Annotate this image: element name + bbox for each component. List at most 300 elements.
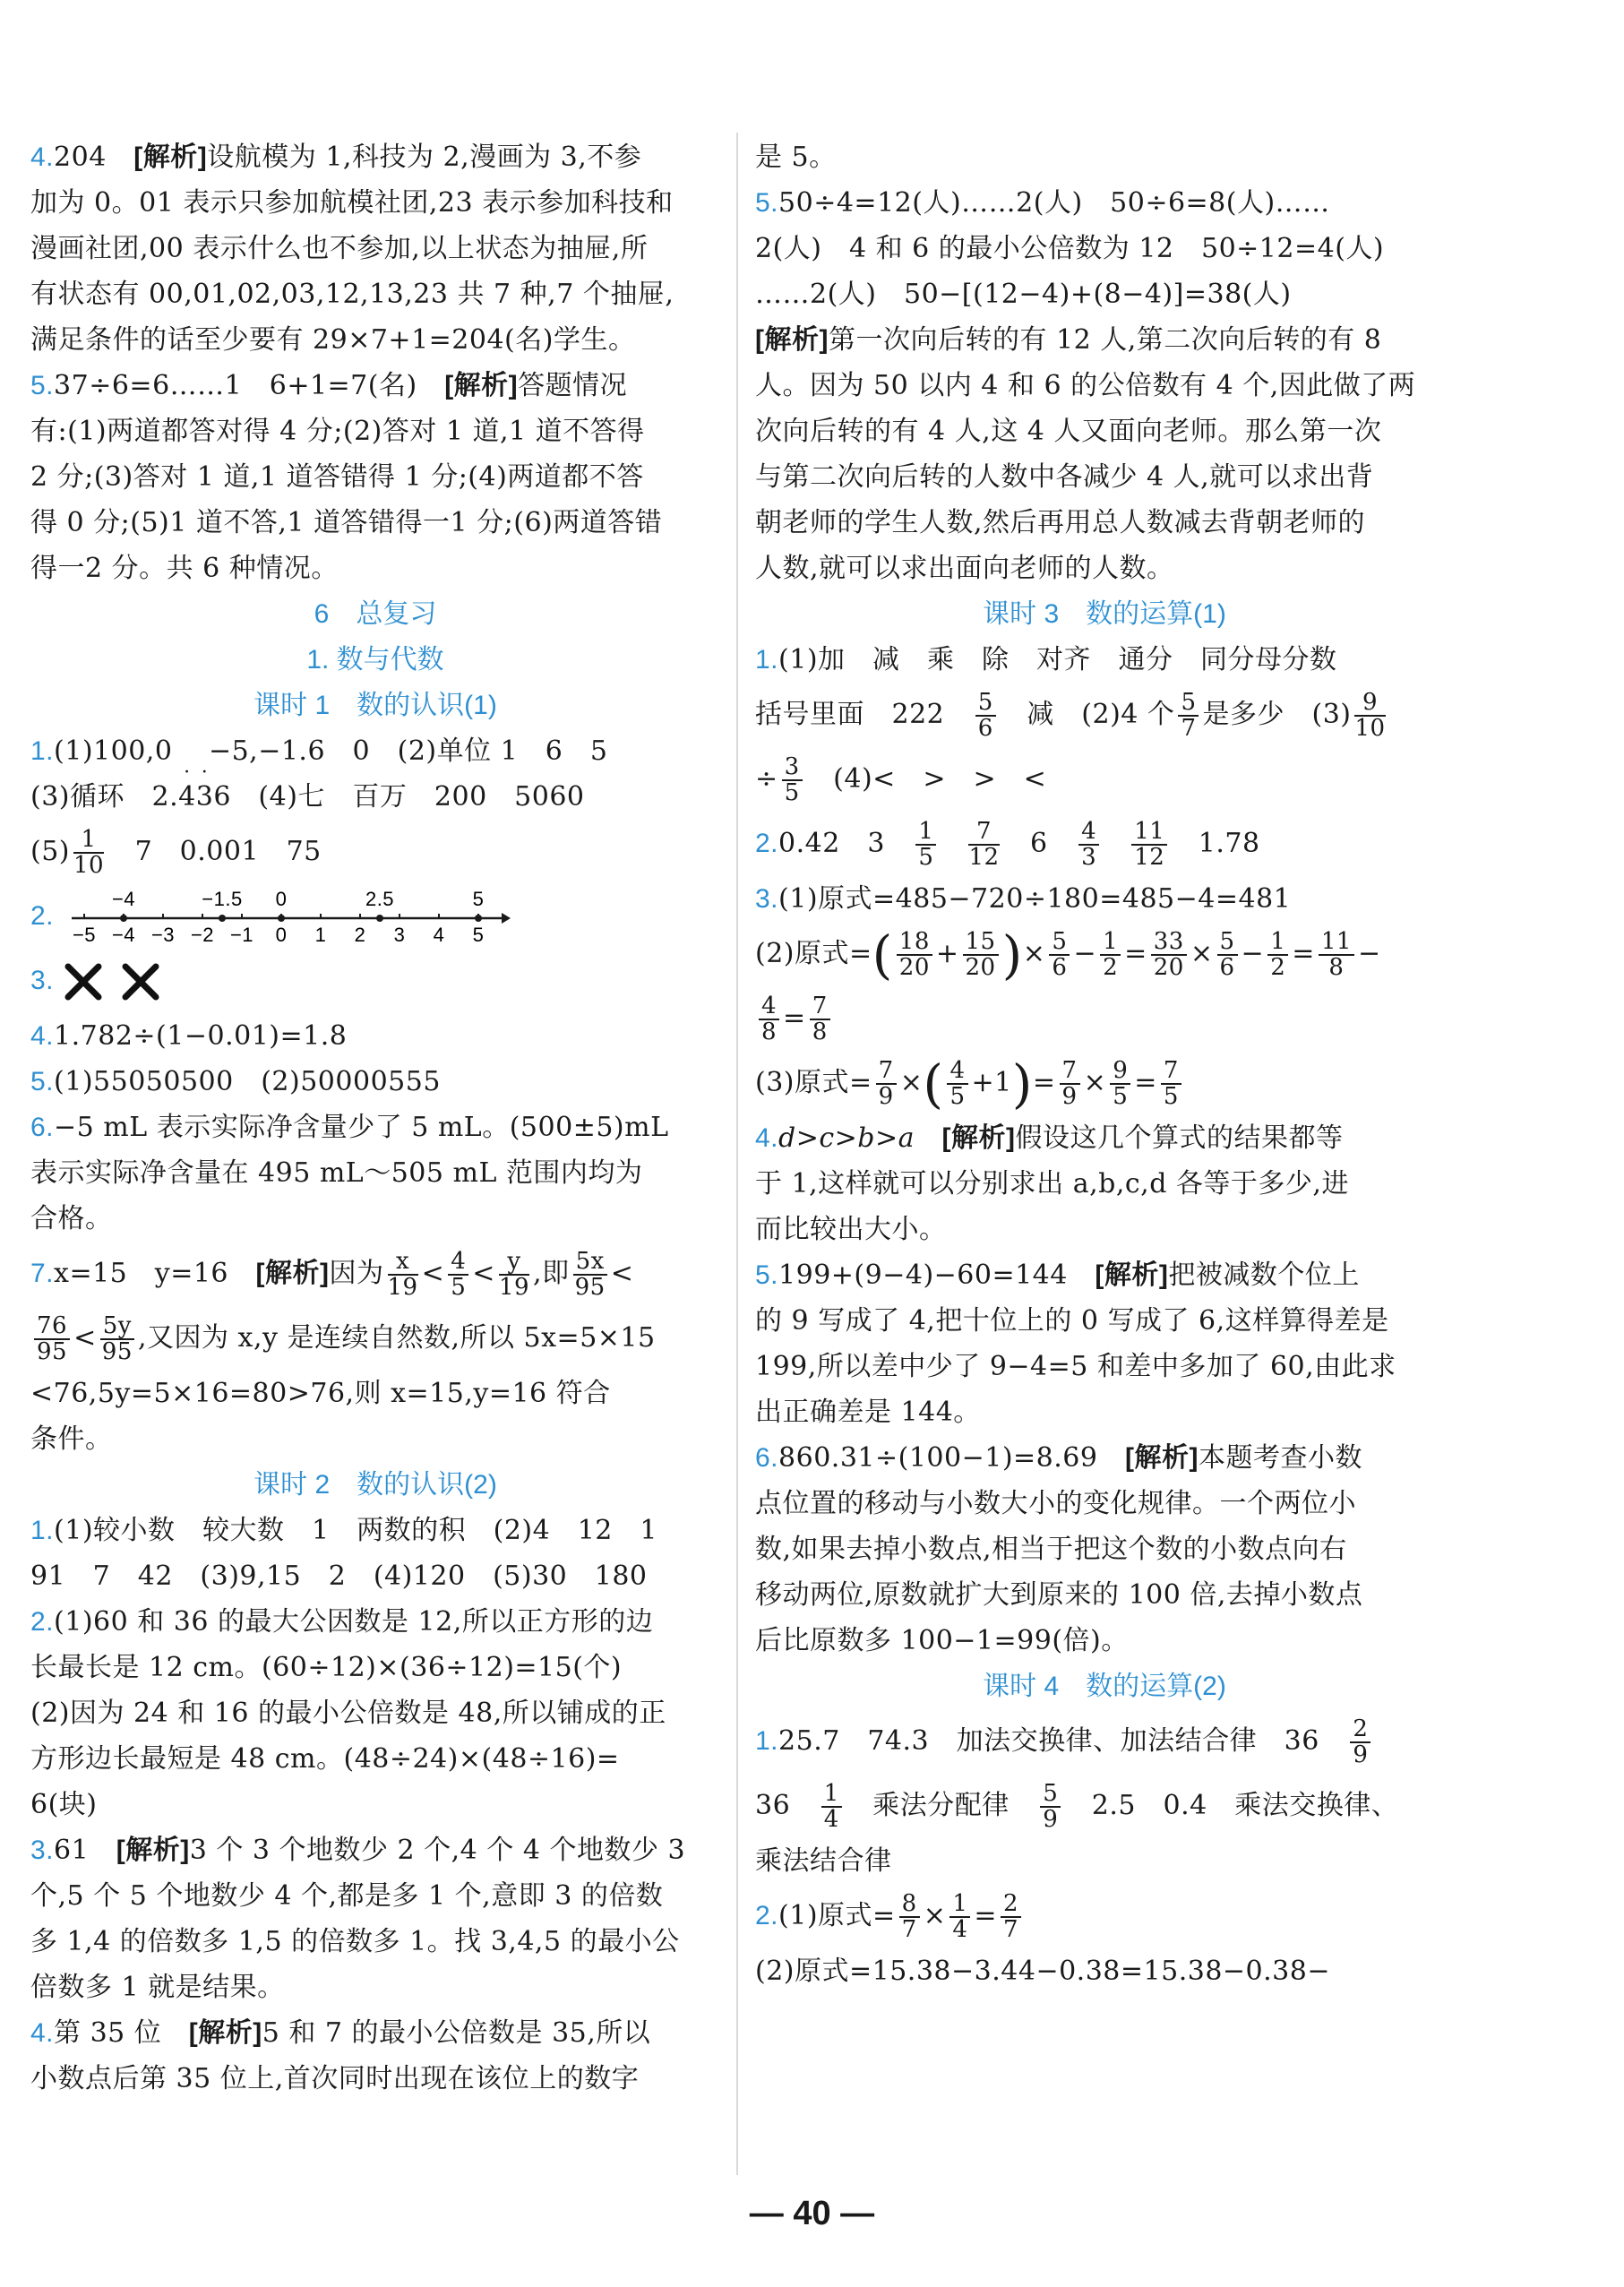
fraction: [448, 1247, 468, 1301]
text-line: 于 1,这样就可以分别求出 a,b,c,d 各等于多少,进: [755, 1168, 1349, 1199]
denominator: 4: [952, 1916, 968, 1943]
text-line: <76,5y=5×16=80>76,则 x=15,y=16 符合: [30, 1378, 611, 1409]
number-line-point: [219, 915, 226, 922]
fraction: [573, 1247, 607, 1301]
numerator: 4: [947, 1059, 967, 1085]
numerator: 15: [963, 930, 999, 956]
fraction: [963, 927, 999, 981]
numerator: 4: [448, 1250, 468, 1276]
analysis-text: 假设这几个算式的结果都等: [1015, 1122, 1344, 1154]
denominator: 5: [1163, 1083, 1179, 1110]
fraction: [1267, 927, 1288, 981]
numerator: 5x: [573, 1250, 607, 1276]
item-number: 5.: [755, 1260, 779, 1290]
answer-text: (3)循环 2.: [30, 781, 179, 812]
denominator: 3: [1081, 844, 1097, 871]
fraction: [1040, 1779, 1061, 1833]
text-line: 得一2 分。共 6 种情况。: [30, 553, 339, 584]
number-line-arrow: [502, 913, 511, 924]
cross-mark-icon: [63, 961, 104, 1002]
numerator: 7: [1161, 1059, 1181, 1085]
item-number: 4.: [30, 1021, 55, 1051]
item-number: 6.: [755, 1443, 779, 1473]
operator: ×: [1190, 938, 1214, 969]
number-line-lower-label: 0: [275, 924, 288, 946]
item-number: 4.: [30, 142, 55, 172]
r2-line-a: [30, 1599, 720, 1645]
text-line: 个,5 个 5 个地数少 4 个,都是多 1 个,意即 3 的倍数: [30, 1880, 664, 1912]
operator: +1: [971, 1067, 1012, 1098]
item-number: 1.: [755, 645, 779, 675]
operator: <: [472, 1258, 495, 1289]
answer-text: 6: [1002, 828, 1076, 859]
fraction: [975, 688, 996, 742]
fraction: [1060, 1056, 1080, 1110]
number-line-lower-label: 5: [472, 924, 485, 946]
answer-text: (1)原式=485−720÷180=485−4=481: [778, 883, 1292, 915]
numerator: 1: [915, 820, 936, 846]
analysis-tag: [解析]: [133, 142, 208, 172]
operator: −: [1241, 938, 1265, 969]
s5-line-a: [755, 1252, 1454, 1298]
q5-line: [30, 1059, 720, 1105]
item-number: 5.: [30, 371, 55, 400]
analysis-text: 设航模为 1,科技为 2,漫画为 3,不参: [207, 142, 642, 173]
answer-text: 是多少 (3): [1202, 699, 1352, 730]
text-line: 91 7 42 (3)9,15 2 (4)120 (5)30 180: [30, 1560, 648, 1592]
denominator: 9: [878, 1083, 894, 1110]
text-line: 倍数多 1 就是结果。: [30, 1972, 285, 2003]
text-line: 有:(1)两道都答对得 4 分;(2)答对 1 道,1 道不答得: [30, 416, 645, 447]
text-line: 长最长是 12 cm。(60÷12)×(36÷12)=15(个): [30, 1652, 623, 1683]
operator: <: [421, 1258, 445, 1289]
operator: ×: [923, 1900, 947, 1931]
text-line: 有状态有 00,01,02,03,12,13,23 共 7 种,7 个抽屉,: [30, 279, 675, 310]
fraction: [1100, 927, 1121, 981]
item-number: 3.: [755, 884, 779, 914]
numerator: 9: [1110, 1059, 1130, 1085]
fraction: [100, 1311, 134, 1365]
fraction: [810, 994, 830, 1045]
q3-line: [30, 949, 720, 1013]
s1-line-a: [755, 637, 1454, 683]
number-line-point: [376, 915, 383, 922]
operator: ×: [899, 1067, 924, 1098]
number-line-point: [475, 915, 482, 922]
fraction: [876, 1056, 897, 1110]
denominator: 6: [1052, 954, 1068, 981]
fraction: [34, 1311, 70, 1365]
item-number: 1.: [30, 736, 55, 766]
q7-line-b: [30, 1306, 720, 1371]
numerator: y: [499, 1250, 529, 1276]
fraction: [498, 1247, 530, 1301]
fraction: [821, 1779, 842, 1833]
left-paren: (: [923, 1053, 944, 1114]
analysis-text: ,即: [533, 1258, 570, 1289]
s3-line-b: [755, 922, 1454, 986]
text-line: 合格。: [30, 1203, 113, 1234]
denominator: 5: [784, 779, 800, 806]
numerator: 3: [782, 755, 803, 781]
text-line: 2 分;(3)答对 1 道,1 道答错得 1 分;(4)两道都不答: [30, 461, 644, 493]
number-line-upper-label: 0: [275, 888, 288, 910]
analysis-text: 因为: [329, 1258, 384, 1289]
number-line-lower-label: −4: [112, 924, 136, 946]
lesson-heading: 课时 2 数的认识(2): [253, 1470, 497, 1500]
denominator: 95: [37, 1338, 68, 1365]
answer-text: (1)60 和 36 的最大公因数是 12,所以正方形的边: [54, 1606, 654, 1638]
numerator: 7: [810, 994, 830, 1020]
t2-line-a: [755, 1884, 1454, 1948]
denominator: 7: [1181, 715, 1197, 742]
t1-line-a: [755, 1709, 1454, 1774]
number-line-lower-label: −3: [151, 924, 176, 946]
text-line: 方形边长最短是 48 cm。(48÷24)×(48÷16)=: [30, 1743, 620, 1775]
s3-line-a: [755, 876, 1454, 922]
answer-text: (2)原式=: [755, 938, 872, 969]
denominator: 20: [898, 954, 930, 981]
text-line: 小数点后第 35 位上,首次同时出现在该位上的数字: [30, 2063, 640, 2094]
numerator: 9: [1354, 691, 1385, 717]
analysis-text: 把被减数个位上: [1168, 1260, 1360, 1291]
analysis-text: 5 和 7 的最小公倍数是 35,所以: [262, 2017, 651, 2049]
left-paren: (: [872, 924, 893, 985]
numerator: 7: [876, 1059, 897, 1085]
item-number: 5.: [755, 188, 779, 218]
denominator: 5: [949, 1083, 966, 1110]
analysis-line: [755, 317, 1454, 363]
denominator: 10: [73, 852, 105, 879]
denominator: 6: [1219, 954, 1235, 981]
analysis-text: 本题考查小数: [1198, 1442, 1362, 1474]
analysis-tag: [解析]: [255, 1259, 330, 1288]
answer-value: 第 35 位: [54, 2017, 189, 2049]
lesson-heading: 课时 3 数的运算(1): [983, 599, 1226, 629]
answer-text: 0.42 3: [778, 828, 913, 859]
item-number: 4.: [30, 2018, 55, 2048]
q6-line-a: [30, 1105, 720, 1150]
text-line: 的 9 写成了 4,把十位上的 0 写成了 6,这样算得差是: [755, 1305, 1389, 1337]
answer-text: 7 0.001 75: [107, 836, 322, 867]
numerator: 1: [821, 1782, 842, 1808]
s1-line-b: [755, 683, 1454, 747]
text-line: 199,所以差中少了 9−4=5 和差中多加了 60,由此求: [755, 1351, 1396, 1382]
answer-text: (4)七 百万 200 5060: [230, 781, 585, 812]
lesson-heading: 课时 1 数的认识(1): [253, 691, 497, 720]
item-number: 2.: [30, 901, 55, 931]
fraction: [1131, 817, 1167, 871]
q1-line-c: [30, 820, 720, 884]
answer-text: −5 mL 表示实际净含量少了 5 mL。(500±5)mL: [54, 1112, 669, 1143]
text-line: 人。因为 50 以内 4 和 6 的公倍数有 4 个,因此做了两: [755, 370, 1416, 401]
analysis-tag: [解析]: [1095, 1260, 1169, 1290]
fraction: [915, 817, 936, 871]
number-line-lower-label: −1: [230, 924, 254, 946]
numerator: 5y: [100, 1314, 134, 1340]
fraction: [1354, 688, 1386, 742]
denominator: 7: [1003, 1916, 1019, 1943]
operator: −: [1357, 938, 1381, 969]
numerator: 7: [1060, 1059, 1080, 1085]
analysis-text: 第一次向后转的有 12 人,第二次向后转的有 8: [828, 324, 1382, 356]
operator: =: [1032, 1067, 1056, 1098]
fraction: [899, 1889, 920, 1943]
answer-text: (3)原式=: [755, 1067, 872, 1098]
fraction: [387, 1247, 418, 1301]
denominator: 2: [1103, 954, 1119, 981]
numerator: 2: [1001, 1892, 1021, 1918]
denominator: 19: [498, 1274, 530, 1301]
denominator: 9: [1061, 1083, 1078, 1110]
fraction: [1178, 688, 1199, 742]
fraction: [1350, 1717, 1371, 1768]
number-line-point: [278, 915, 285, 922]
answer-text: 50÷4=12(人)……2(人) 50÷6=8(人)……: [778, 187, 1330, 219]
answer-text: 2.5 0.4 乘法交换律、: [1064, 1790, 1399, 1821]
page-number: — 40 —: [749, 2195, 875, 2232]
numerator: 5: [1049, 930, 1070, 956]
answer-value: d>c>b>a: [778, 1122, 942, 1154]
number-line-upper-label: −4: [112, 888, 136, 910]
operator: =: [783, 1002, 806, 1034]
analysis-text: 3 个 3 个地数少 2 个,4 个 4 个地数少 3: [189, 1835, 686, 1866]
operator: =: [974, 1900, 998, 1931]
answer-5-line: [755, 180, 1454, 226]
fraction: [1049, 927, 1070, 981]
answer-text: 1.78: [1171, 828, 1260, 859]
analysis-tag: [解析]: [116, 1836, 190, 1865]
number-line-upper-label: 5: [472, 888, 485, 910]
right-paren: ): [1001, 924, 1023, 985]
numerator: 5: [1040, 1782, 1061, 1808]
chapter-heading: 6 总复习: [314, 599, 437, 629]
numerator: 4: [1078, 820, 1099, 846]
answer-value: 860.31÷(100−1)=8.69: [778, 1442, 1125, 1474]
denominator: 5: [918, 844, 934, 871]
denominator: 6: [977, 715, 993, 742]
text-line: 与第二次向后转的人数中各减少 4 人,就可以求出背: [755, 461, 1374, 493]
answer-text: (1)55050500 (2)50000555: [54, 1066, 441, 1097]
text-line: 表示实际净含量在 495 mL～505 mL 范围内均为: [30, 1157, 643, 1189]
s4-line-a: [755, 1115, 1454, 1161]
denominator: 95: [574, 1274, 606, 1301]
answer-4-line: [30, 134, 720, 180]
text-line: (2)原式=15.38−3.44−0.38=15.38−0.38−: [755, 1956, 1330, 1987]
numerator: 7: [968, 820, 999, 846]
answer-text: 减 (2)4 个: [999, 699, 1175, 730]
item-number: 7.: [30, 1259, 55, 1288]
denominator: 5: [1113, 1083, 1129, 1110]
fraction: [1001, 1889, 1021, 1943]
answer-text: 乘法分配律: [845, 1790, 1037, 1821]
denominator: 8: [1328, 954, 1345, 981]
denominator: 19: [387, 1274, 418, 1301]
numerator: 18: [897, 930, 932, 956]
item-number: 6.: [30, 1113, 55, 1142]
fraction: [897, 927, 932, 981]
q1-line-b: [30, 761, 720, 820]
numerator: 1: [1267, 930, 1288, 956]
text-line: 是 5。: [755, 142, 837, 173]
numerator: 1: [73, 828, 104, 854]
q4-line: [30, 1013, 720, 1059]
answer-text: 6: [213, 781, 231, 812]
answer-text: 25.7 74.3 加法交换律、加法结合律 36: [778, 1725, 1347, 1757]
text-line: 得 0 分;(5)1 道不答,1 道答错得一1 分;(6)两道答错: [30, 507, 663, 538]
text-line: 数,如果去掉小数点,相当于把这个数的小数点向右: [755, 1534, 1347, 1565]
denominator: 7: [901, 1916, 917, 1943]
right-paren: ): [1011, 1053, 1033, 1114]
left-column: [30, 134, 720, 2102]
operator: =: [1124, 938, 1147, 969]
denominator: 8: [761, 1019, 778, 1045]
text-line: ……2(人) 50−[(12−4)+(8−4)]=38(人): [755, 279, 1292, 310]
repeating-dots: · ·: [184, 761, 209, 784]
r3-line-a: [30, 1827, 720, 1873]
denominator: 20: [1153, 954, 1184, 981]
operator: =: [1134, 1067, 1157, 1098]
s2-line: [755, 812, 1454, 876]
numerator: 5: [975, 691, 996, 717]
text-line: 次向后转的有 4 人,这 4 人又面向老师。那么第一次: [755, 416, 1382, 447]
fraction: [1078, 817, 1099, 871]
text-line: (2)因为 24 和 16 的最小公倍数是 48,所以铺成的正: [30, 1698, 666, 1729]
number-line-point: [120, 915, 127, 922]
s3-line-d: [755, 1051, 1454, 1115]
numerator: x: [388, 1250, 418, 1276]
fraction: [947, 1056, 967, 1110]
fraction: [1161, 1056, 1181, 1110]
denominator: 8: [812, 1019, 828, 1045]
analysis-tag: [解析]: [755, 325, 829, 355]
operator: <: [610, 1258, 634, 1289]
operator: =: [1292, 938, 1315, 969]
t1-line-b: [755, 1774, 1454, 1838]
fraction: [1217, 927, 1238, 981]
answer-text: (4)< > > <: [805, 763, 1047, 795]
answer-value: 204: [54, 142, 107, 173]
analysis-tag: [解析]: [188, 2018, 262, 2048]
denominator: 20: [965, 954, 996, 981]
numerator: 5: [1217, 930, 1238, 956]
text-line: 而比较出大小。: [755, 1214, 947, 1245]
s6-line-a: [755, 1435, 1454, 1481]
item-number: 2.: [755, 1901, 779, 1930]
number-line-diagram: [63, 886, 511, 949]
fraction: [968, 817, 1000, 871]
answer-text: (1)原式=: [778, 1900, 896, 1931]
number-line-lower-label: −2: [191, 924, 215, 946]
answer-value: 199+(9−4)−60=144: [778, 1260, 1096, 1291]
numerator: 5: [1178, 691, 1199, 717]
r4-line-a: [30, 2010, 720, 2056]
item-number: 1.: [30, 1516, 55, 1545]
operator: <: [73, 1322, 97, 1354]
item-number: 5.: [30, 1067, 55, 1096]
numerator: 33: [1151, 930, 1187, 956]
numerator: 4: [759, 994, 779, 1020]
text-line: 漫画社团,00 表示什么也不参加,以上状态为抽屉,所: [30, 233, 649, 264]
number-line-lower-label: 2: [354, 924, 366, 946]
answer-text: (1)加 减 乘 除 对齐 通分 同分母分数: [778, 644, 1337, 675]
answer-text: (1)100,0 −5,−1.6 0 (2)单位 1 6 5: [54, 735, 608, 767]
answer-value: 61: [54, 1835, 116, 1866]
item-number: 1.: [755, 1726, 779, 1756]
text-line: 6(块): [30, 1789, 98, 1820]
denominator: 5: [451, 1274, 467, 1301]
fraction: [1110, 1056, 1130, 1110]
text-line: 后比原数多 100−1=99(倍)。: [755, 1625, 1129, 1656]
number-line-lower-label: 4: [433, 924, 445, 946]
answer-text: 36: [755, 1790, 818, 1821]
numerator: 11: [1131, 820, 1167, 846]
denominator: 4: [823, 1806, 839, 1833]
r1-line-a: [30, 1508, 720, 1553]
analysis-text: ,又因为 x,y 是连续自然数,所以 5x=5×15: [137, 1322, 656, 1354]
numerator: 11: [1319, 930, 1354, 956]
operator: ×: [1022, 938, 1046, 969]
text-line: 乘法结合律: [755, 1845, 892, 1877]
denominator: 12: [968, 844, 1000, 871]
number-line-upper-label: −1.5: [202, 888, 243, 910]
text-line: 满足条件的话至少要有 29×7+1=204(名)学生。: [30, 324, 636, 356]
number-line-lower-label: 3: [393, 924, 406, 946]
q7-line-a: [30, 1242, 720, 1306]
cross-mark-icon: [120, 961, 161, 1002]
fraction: [1319, 927, 1354, 981]
text-line: 人数,就可以求出面向老师的人数。: [755, 553, 1174, 584]
text-line: 朝老师的学生人数,然后再用总人数减去背朝老师的: [755, 507, 1366, 538]
fraction: [782, 752, 803, 806]
operator: ÷: [755, 763, 778, 795]
text-line: 移动两位,原数就扩大到原来的 100 倍,去掉小数点: [755, 1579, 1363, 1611]
column-divider: [736, 133, 738, 2175]
lesson-heading: 课时 4 数的运算(2): [983, 1672, 1226, 1701]
fraction: [759, 994, 779, 1045]
answer-text: (1)较小数 较大数 1 两数的积 (2)4 12 1: [54, 1515, 657, 1546]
answer-value: 37÷6=6……1 6+1=7(名): [54, 370, 445, 401]
text-line: 加为 0。01 表示只参加航模社团,23 表示参加科技和: [30, 187, 674, 219]
number-line-upper-label: 2.5: [365, 888, 395, 910]
denominator: 12: [1134, 844, 1165, 871]
numerator: 76: [34, 1314, 70, 1340]
denominator: 9: [1353, 1741, 1369, 1768]
numerator: 2: [1350, 1717, 1371, 1743]
number-line-lower-labels: [73, 924, 484, 946]
number-line-lower-label: 1: [314, 924, 327, 946]
analysis-tag: [解析]: [941, 1123, 1016, 1153]
text-line: 2(人) 4 和 6 的最小公倍数为 12 50÷12=4(人): [755, 233, 1385, 264]
fraction: [73, 825, 105, 879]
numerator: 8: [899, 1892, 920, 1918]
text-line: 多 1,4 的倍数多 1,5 的倍数多 1。找 3,4,5 的最小公: [30, 1926, 680, 1957]
number-line-upper-labels: [112, 888, 484, 922]
number-line-lower-label: −5: [73, 924, 97, 946]
s1-line-c: [755, 747, 1454, 812]
analysis-tag: [解析]: [444, 371, 519, 400]
s3-line-c: [755, 986, 1454, 1051]
item-number: 2.: [755, 829, 779, 858]
fraction: [1151, 927, 1187, 981]
operator: −: [1073, 938, 1097, 969]
repeating-digits: 43 · ·: [178, 761, 214, 812]
text-line: 点位置的移动与小数大小的变化规律。一个两位小: [755, 1488, 1356, 1519]
section-heading: 1. 数与代数: [306, 645, 444, 675]
text-line: 出正确差是 144。: [755, 1397, 981, 1428]
item-number: 3.: [30, 966, 55, 995]
operator: +: [935, 938, 959, 969]
